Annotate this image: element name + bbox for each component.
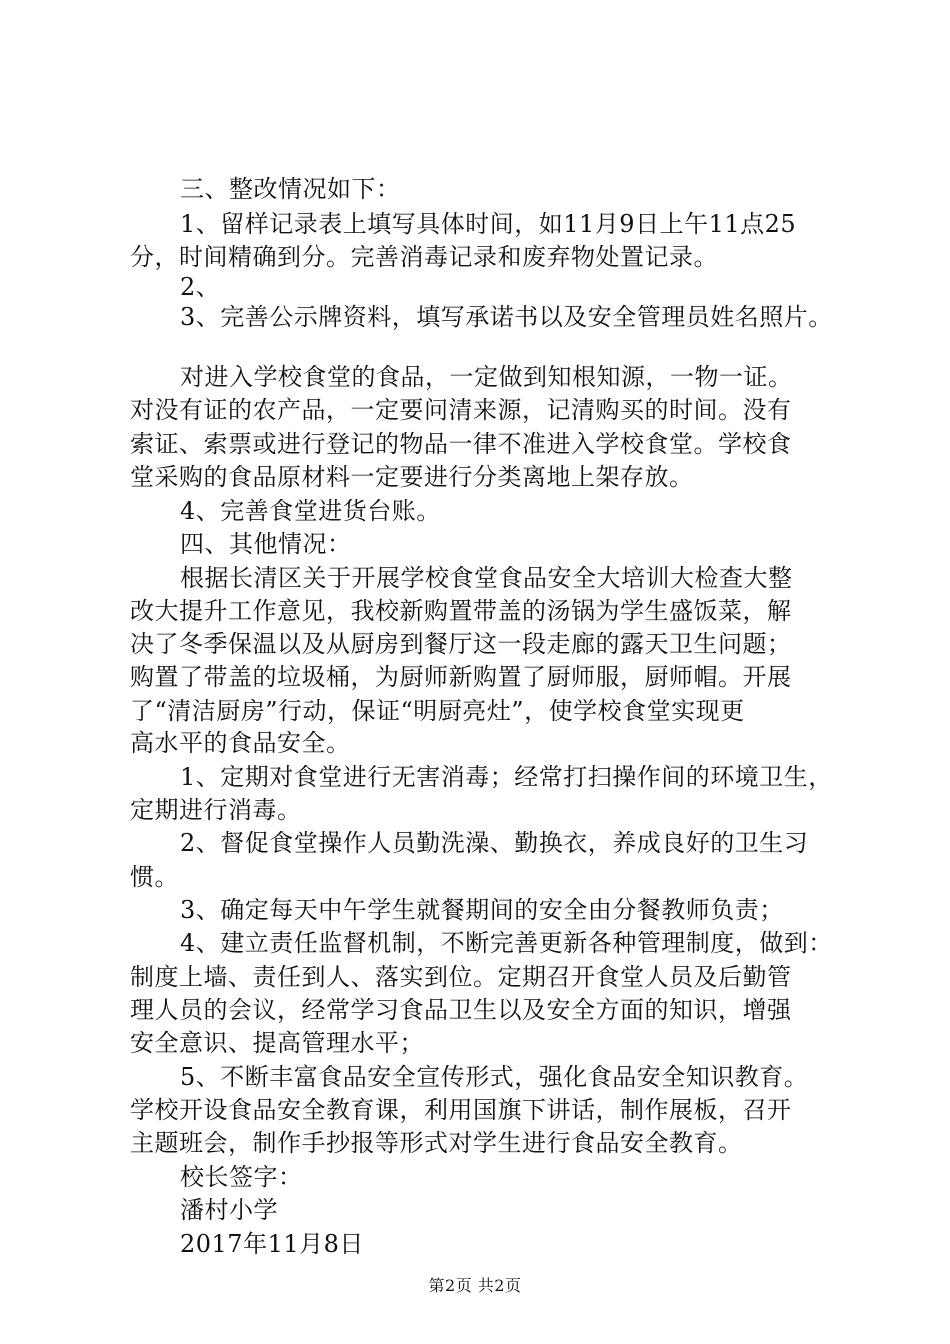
paragraph-line: 根据长清区关于开展学校食堂食品安全大培训大检查大整 — [180, 564, 793, 592]
paragraph-line: 分，时间精确到分。完善消毒记录和废弃物处置记录。 — [130, 243, 718, 271]
paragraph-line: 3、完善公示牌资料，填写承诺书以及安全管理员姓名照片。 — [180, 303, 833, 331]
paragraph-line: 主题班会，制作手抄报等形式对学生进行食品安全教育。 — [130, 1129, 743, 1157]
paragraph-line: 高水平的食品安全。 — [130, 729, 351, 757]
document-date: 2017年11月8日 — [180, 1230, 364, 1258]
school-name: 潘村小学 — [180, 1196, 278, 1224]
paragraph-line: 索证、索票或进行登记的物品一律不准进入学校食堂。学校食 — [130, 430, 792, 458]
paragraph-line: 惯。 — [130, 863, 179, 891]
paragraph-line: 2、督促食堂操作人员勤洗澡、勤换衣，养成良好的卫生习 — [180, 829, 809, 857]
paragraph-line: 对没有证的农产品，一定要问清来源，记清购买的时间。没有 — [130, 396, 792, 424]
principal-signature-label: 校长签字： — [180, 1163, 303, 1191]
paragraph-line: 安全意识、提高管理水平； — [130, 1029, 424, 1057]
page-footer: 第2页 共2页 — [428, 1276, 522, 1295]
section-heading-rectification: 三、整改情况如下： — [180, 175, 401, 203]
section-heading-other: 四、其他情况： — [180, 530, 352, 558]
paragraph-line: 改大提升工作意见，我校新购置带盖的汤锅为学生盛饭菜，解 — [130, 597, 792, 625]
paragraph-line: 定期进行消毒。 — [130, 796, 302, 824]
paragraph-line: 对进入学校食堂的食品，一定做到知根知源，一物一证。 — [180, 363, 793, 391]
paragraph-line: 了“清洁厨房”行动，保证“明厨亮灶”，使学校食堂实现更 — [130, 697, 745, 725]
paragraph-line: 4、完善食堂进货台账。 — [180, 497, 441, 525]
paragraph-line: 1、定期对食堂进行无害消毒；经常打扫操作间的环境卫生， — [180, 763, 833, 791]
paragraph-line: 购置了带盖的垃圾桶，为厨师新购置了厨师服，厨师帽。开展 — [130, 663, 792, 691]
paragraph-line: 3、确定每天中午学生就餐期间的安全由分餐教师负责； — [180, 896, 784, 924]
paragraph-line: 2、 — [180, 273, 221, 301]
paragraph-line: 1、留样记录表上填写具体时间，如11月9日上午11点25 — [180, 210, 797, 238]
paragraph-line: 制度上墙、责任到人、落实到位。定期召开食堂人员及后勤管 — [130, 963, 792, 991]
paragraph-line: 5、不断丰富食品安全宣传形式，强化食品安全知识教育。 — [180, 1063, 809, 1091]
paragraph-line: 理人员的会议，经常学习食品卫生以及安全方面的知识，增强 — [130, 996, 792, 1024]
paragraph-line: 4、建立责任监督机制，不断完善更新各种管理制度，做到： — [180, 929, 833, 957]
paragraph-line: 学校开设食品安全教育课，利用国旗下讲话，制作展板，召开 — [130, 1096, 792, 1124]
paragraph-line: 堂采购的食品原材料一定要进行分类离地上架存放。 — [130, 463, 694, 491]
paragraph-line: 决了冬季保温以及从厨房到餐厅这一段走廊的露天卫生问题； — [130, 630, 792, 658]
